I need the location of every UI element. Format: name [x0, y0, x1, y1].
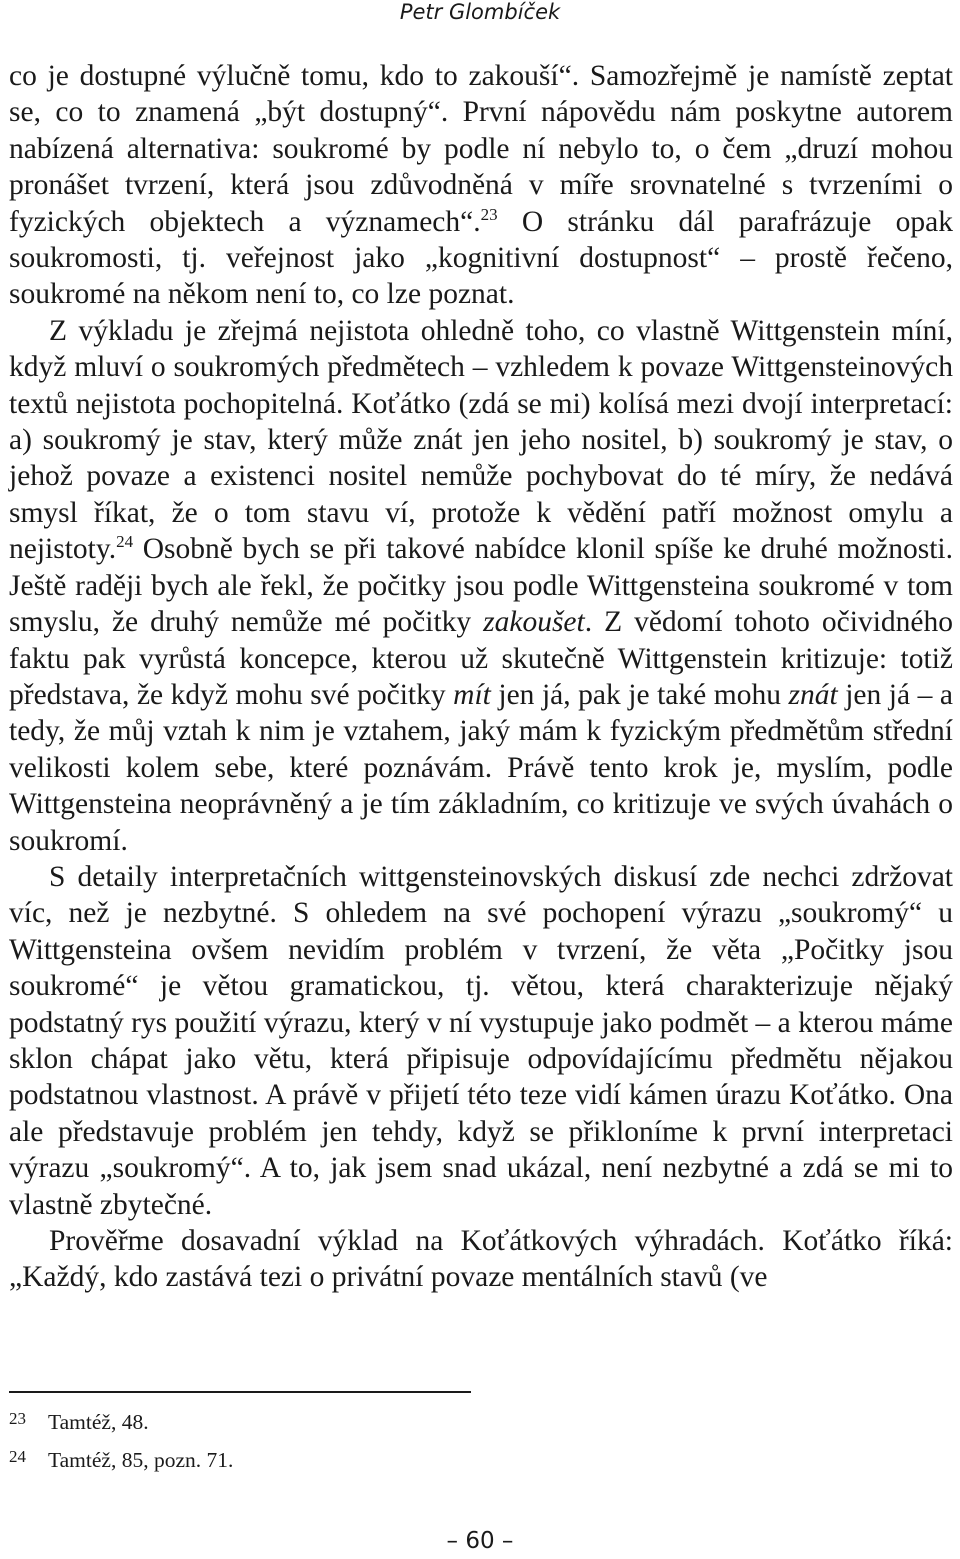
text-run: . Z vědomí tohoto očividného faktu pak vyrůstá koncepce, kterou už skutečně Wittgenstein kritizuje: totiž představa, že když mohu své počitky: [9, 606, 953, 711]
paragraph: [9, 58, 953, 313]
page-number: – 60 –: [446, 1528, 514, 1554]
footnote-reference[interactable]: 23: [480, 204, 498, 224]
paragraph: [9, 1223, 953, 1296]
footnote-reference[interactable]: 24: [116, 532, 134, 552]
emphasis: mít: [453, 678, 491, 711]
footnotes: [9, 1409, 909, 1485]
text-run: jen já, pak je také mohu: [490, 678, 789, 711]
text-run: co je dostupné výlučně tomu, kdo to zakouší“. Samozřejmě je namístě zeptat se, co to znamená „být dostupný“. První nápovědu nám poskytne autorem nabízená alternativa: soukromé by podle ní nebylo to, o čem „druzí mohou pronášet tvrzení, která jsou zdůvodněná v míře srovnatelné s tvrzeními o fyzických objektech a významech“.: [9, 60, 953, 238]
footnote-text: Tamtéž, 48.: [48, 1410, 149, 1434]
footnote-number: 23: [9, 1409, 26, 1428]
footnote: [9, 1447, 909, 1477]
footnote: [9, 1409, 909, 1439]
text-run: Prověřme dosavadní výklad na Koťátkových výhradách. Koťátko říká: „Každý, kdo zastává tezi o privátní povaze mentálních stavů (ve: [9, 1225, 953, 1294]
footnote-number: 24: [9, 1447, 26, 1466]
emphasis: znát: [788, 678, 838, 711]
text-run: S detaily interpretačních wittgensteinovských diskusí zde nechci zdržovat víc, než je nezbytné. S ohledem na své pochopení výrazu „soukromý“ u Wittgensteina ovšem nevidím problém v tvrzení, že věta „Počitky jsou soukromé“ je větou gramatickou, tj. větou, která charakterizuje nějaký podstatný rys použití výrazu, který v ní vystupuje jako podmět – a kterou máme sklon chápat jako větu, která připisuje odpovídajícímu předmětu nějakou podstatnou vlastnost. A právě v přijetí této teze vidí kámen úrazu Koťátko. Ona ale představuje problém jen tehdy, když se přikloníme k první interpretaci výrazu „soukromý“. A to, jak jsem snad ukázal, není nezbytné a zdá se mi to vlastně zbytečné.: [9, 860, 953, 1221]
paragraph: [9, 313, 953, 859]
footnote-separator: [9, 1391, 471, 1393]
text-run: Osobně bych se při takové nabídce klonil spíše ke druhé možnosti. Ještě raději bych ale řekl, že počitky jsou podle Wittgensteina soukromé v tom smyslu, že druhý nemůže mé počitky: [9, 533, 953, 639]
body-text: [9, 58, 953, 1296]
text-run: O stránku dál parafrázuje opak soukromosti, tj. veřejnost jako „kognitivní dostupnost“ – prostě řečeno, soukromé na někom není to, co lze poznat.: [9, 205, 953, 311]
text-run: Z výkladu je zřejmá nejistota ohledně toho, co vlastně Wittgenstein míní, když mluví o soukromých předmětech – vzhledem k povaze Wittgensteinových textů nejistota pochopitelná. Koťátko (zdá se mi) kolísá mezi dvojí interpretací: a) soukromý je stav, který může znát jen jeho nositel, b) soukromý je stav, o jehož povaze a existenci nositel nemůže pochybovat do té míry, že nedává smysl říkat, že o tom stavu ví, protože k vědění patří možnost omylu a nejistoty.: [9, 314, 953, 566]
footnote-text: Tamtéž, 85, pozn. 71.: [48, 1448, 234, 1472]
text-run: jen já – a tedy, že můj vztah k nim je vztahem, jaký mám k fyzickým předmětům střední velikosti kolem sebe, které poznávám. Právě tento krok je, myslím, podle Wittgensteina neoprávněný a je tím základním, co kritizuje ve svých úvahách o soukromí.: [9, 678, 953, 857]
running-head: Petr Glombíček: [399, 0, 561, 24]
emphasis: zakoušet: [483, 606, 585, 639]
paragraph: [9, 859, 953, 1223]
